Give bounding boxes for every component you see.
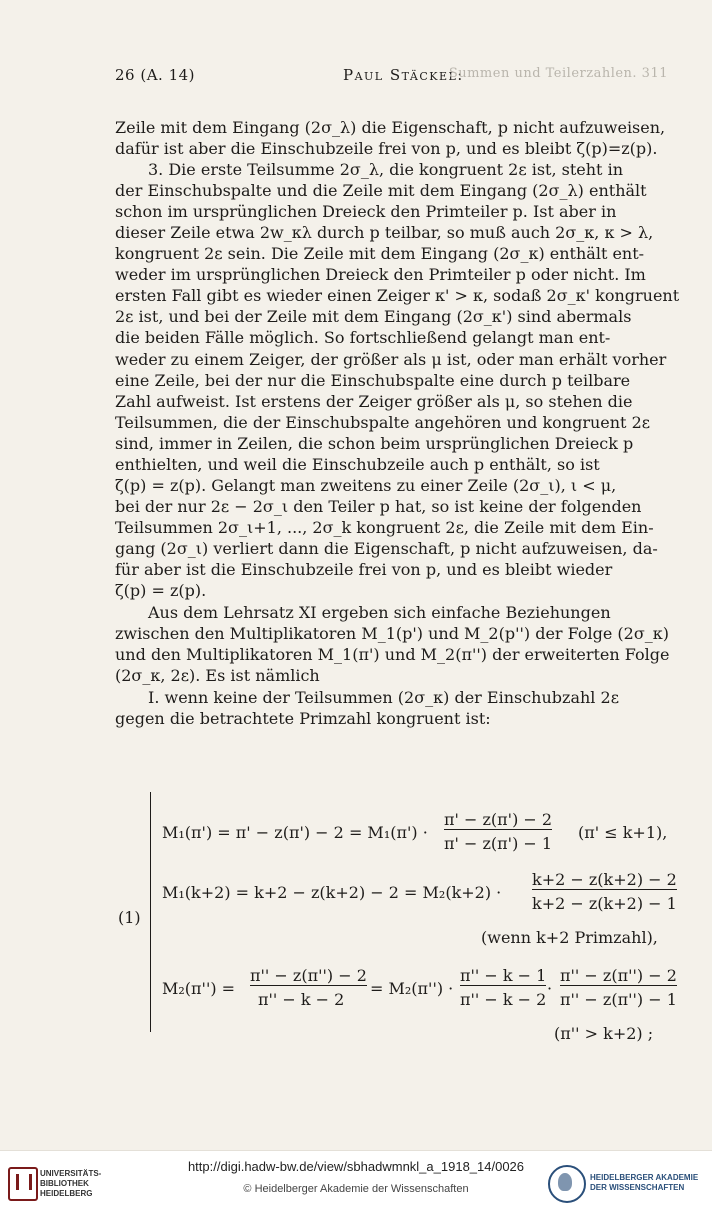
formula-2-condition: (wenn k+2 Primzahl), [481,928,658,947]
text-line: weder zu einem Zeiger, der größer als μ ist, oder man erhält vorher [115,350,667,369]
footer-bar [0,1150,712,1215]
bleed-through-text: Summen und Teilerzahlen. 311 [448,66,668,81]
formula-3-numerator-1: π'' − z(π'') − 2 [250,966,367,985]
text-line: weder im ursprünglichen Dreieck den Primteiler p oder nicht. Im [115,265,646,284]
formula-3-condition: (π'' > k+2) ; [554,1024,654,1043]
system-brace [150,792,157,1032]
text-line: enthielten, und weil die Einschubzeile auch p enthält, so ist [115,455,600,474]
text-line: ζ(p) = z(p). Gelangt man zweitens zu einer Zeile (2σ_ι), ι < μ, [115,476,617,495]
text-line: Teilsummen 2σ_ι+1, ..., 2σ_k kongruent 2ε, die Zeile mit dem Ein- [115,518,654,537]
text-line: die beiden Fälle möglich. So fortschließend gelangt man ent- [115,328,611,347]
text-line: schon im ursprünglichen Dreieck den Primteiler p. Ist aber in [115,202,617,221]
formula-3-numerator-2: π'' − k − 1 [460,966,547,985]
formula-3-numerator-3: π'' − z(π'') − 2 [560,966,677,985]
formula-1-left: M₁(π') = π' − z(π') − 2 = M₁(π') · [162,823,428,842]
text-line: kongruent 2ε sein. Die Zeile mit dem Eingang (2σ_κ) enthält ent- [115,244,645,263]
text-line: Zeile mit dem Eingang (2σ_λ) die Eigenschaft, p nicht aufzuweisen, [115,118,666,137]
academy-seal-icon[interactable] [548,1165,586,1203]
formula-1-numerator: π' − z(π') − 2 [444,810,553,829]
text-line: eine Zeile, bei der nur die Einschubspalte eine durch p teilbare [115,371,631,390]
text-line: Zahl aufweist. Ist erstens der Zeiger größer als μ, so stehen die [115,392,633,411]
permalink[interactable]: http://digi.hadw-bw.de/view/sbhadwmnkl_a_1918_14/0026 [187,1159,525,1174]
text-line: und den Multiplikatoren M_1(π') und M_2(π'') der erweiterten Folge [115,645,670,664]
text-line: Aus dem Lehrsatz XI ergeben sich einfache Beziehungen [148,603,611,622]
text-line: gegen die betrachtete Primzahl kongruent ist: [115,709,491,728]
text-line: bei der nur 2ε − 2σ_ι den Teiler p hat, so ist keine der folgenden [115,497,642,516]
academy-name: HEIDELBERGER AKADEMIE DER WISSENSCHAFTEN [590,1173,699,1192]
text-line: sind, immer in Zeilen, die schon beim ursprünglichen Dreieck p [115,434,634,453]
author-running-head: Paul Stäckel: [343,66,464,84]
text-line: 3. Die erste Teilsumme 2σ_λ, die kongruent 2ε ist, steht in [148,160,623,179]
formula-3-left: M₂(π'') = [162,979,236,998]
text-line: ζ(p) = z(p). [115,581,207,600]
text-line: 2ε ist, und bei der Zeile mit dem Eingang (2σ_κ') sind abermals [115,307,632,326]
text-line: gang (2σ_ι) verliert dann die Eigenschaft, p nicht aufzuweisen, da- [115,539,658,558]
text-line: (2σ_κ, 2ε). Es ist nämlich [115,666,320,685]
text-line: zwischen den Multiplikatoren M_1(p') und M_2(p'') der Folge (2σ_κ) [115,624,669,643]
formula-2-left: M₁(k+2) = k+2 − z(k+2) − 2 = M₂(k+2) · [162,883,502,902]
formula-3-denominator-1: π'' − k − 2 [258,990,345,1009]
copyright-notice: © Heidelberger Akademie der Wissenschaften [243,1183,469,1195]
formula-1-denominator: π' − z(π') − 1 [444,834,553,853]
formula-2-denominator: k+2 − z(k+2) − 1 [532,894,677,913]
text-line: Teilsummen, die der Einschubspalte angehören und kongruent 2ε [115,413,651,432]
equation-number: (1) [118,908,141,927]
formula-1-condition: (π' ≤ k+1), [578,823,668,842]
formula-3-dot: · [547,979,553,998]
formula-3-middle: = M₂(π'') · [370,979,454,998]
university-library-name: UNIVERSITÄTS- BIBLIOTHEK HEIDELBERG [40,1169,102,1198]
formula-3-denominator-2: π'' − k − 2 [460,990,547,1009]
text-line: der Einschubspalte und die Zeile mit dem Eingang (2σ_λ) enthält [115,181,647,200]
text-line: dieser Zeile etwa 2w_κλ durch p teilbar, so muß auch 2σ_κ, κ > λ, [115,223,654,242]
page-number: 26 (A. 14) [115,66,196,84]
formula-2-numerator: k+2 − z(k+2) − 2 [532,870,677,889]
text-line: ersten Fall gibt es wieder einen Zeiger κ' > κ, sodaß 2σ_κ' kongruent [115,286,680,305]
formula-3-denominator-3: π'' − z(π'') − 1 [560,990,677,1009]
text-line: I. wenn keine der Teilsummen (2σ_κ) der Einschubzahl 2ε [148,688,619,707]
text-line: dafür ist aber die Einschubzeile frei von p, und es bleibt ζ(p)=z(p). [115,139,658,158]
text-line: für aber ist die Einschubzeile frei von p, und es bleibt wieder [115,560,613,579]
